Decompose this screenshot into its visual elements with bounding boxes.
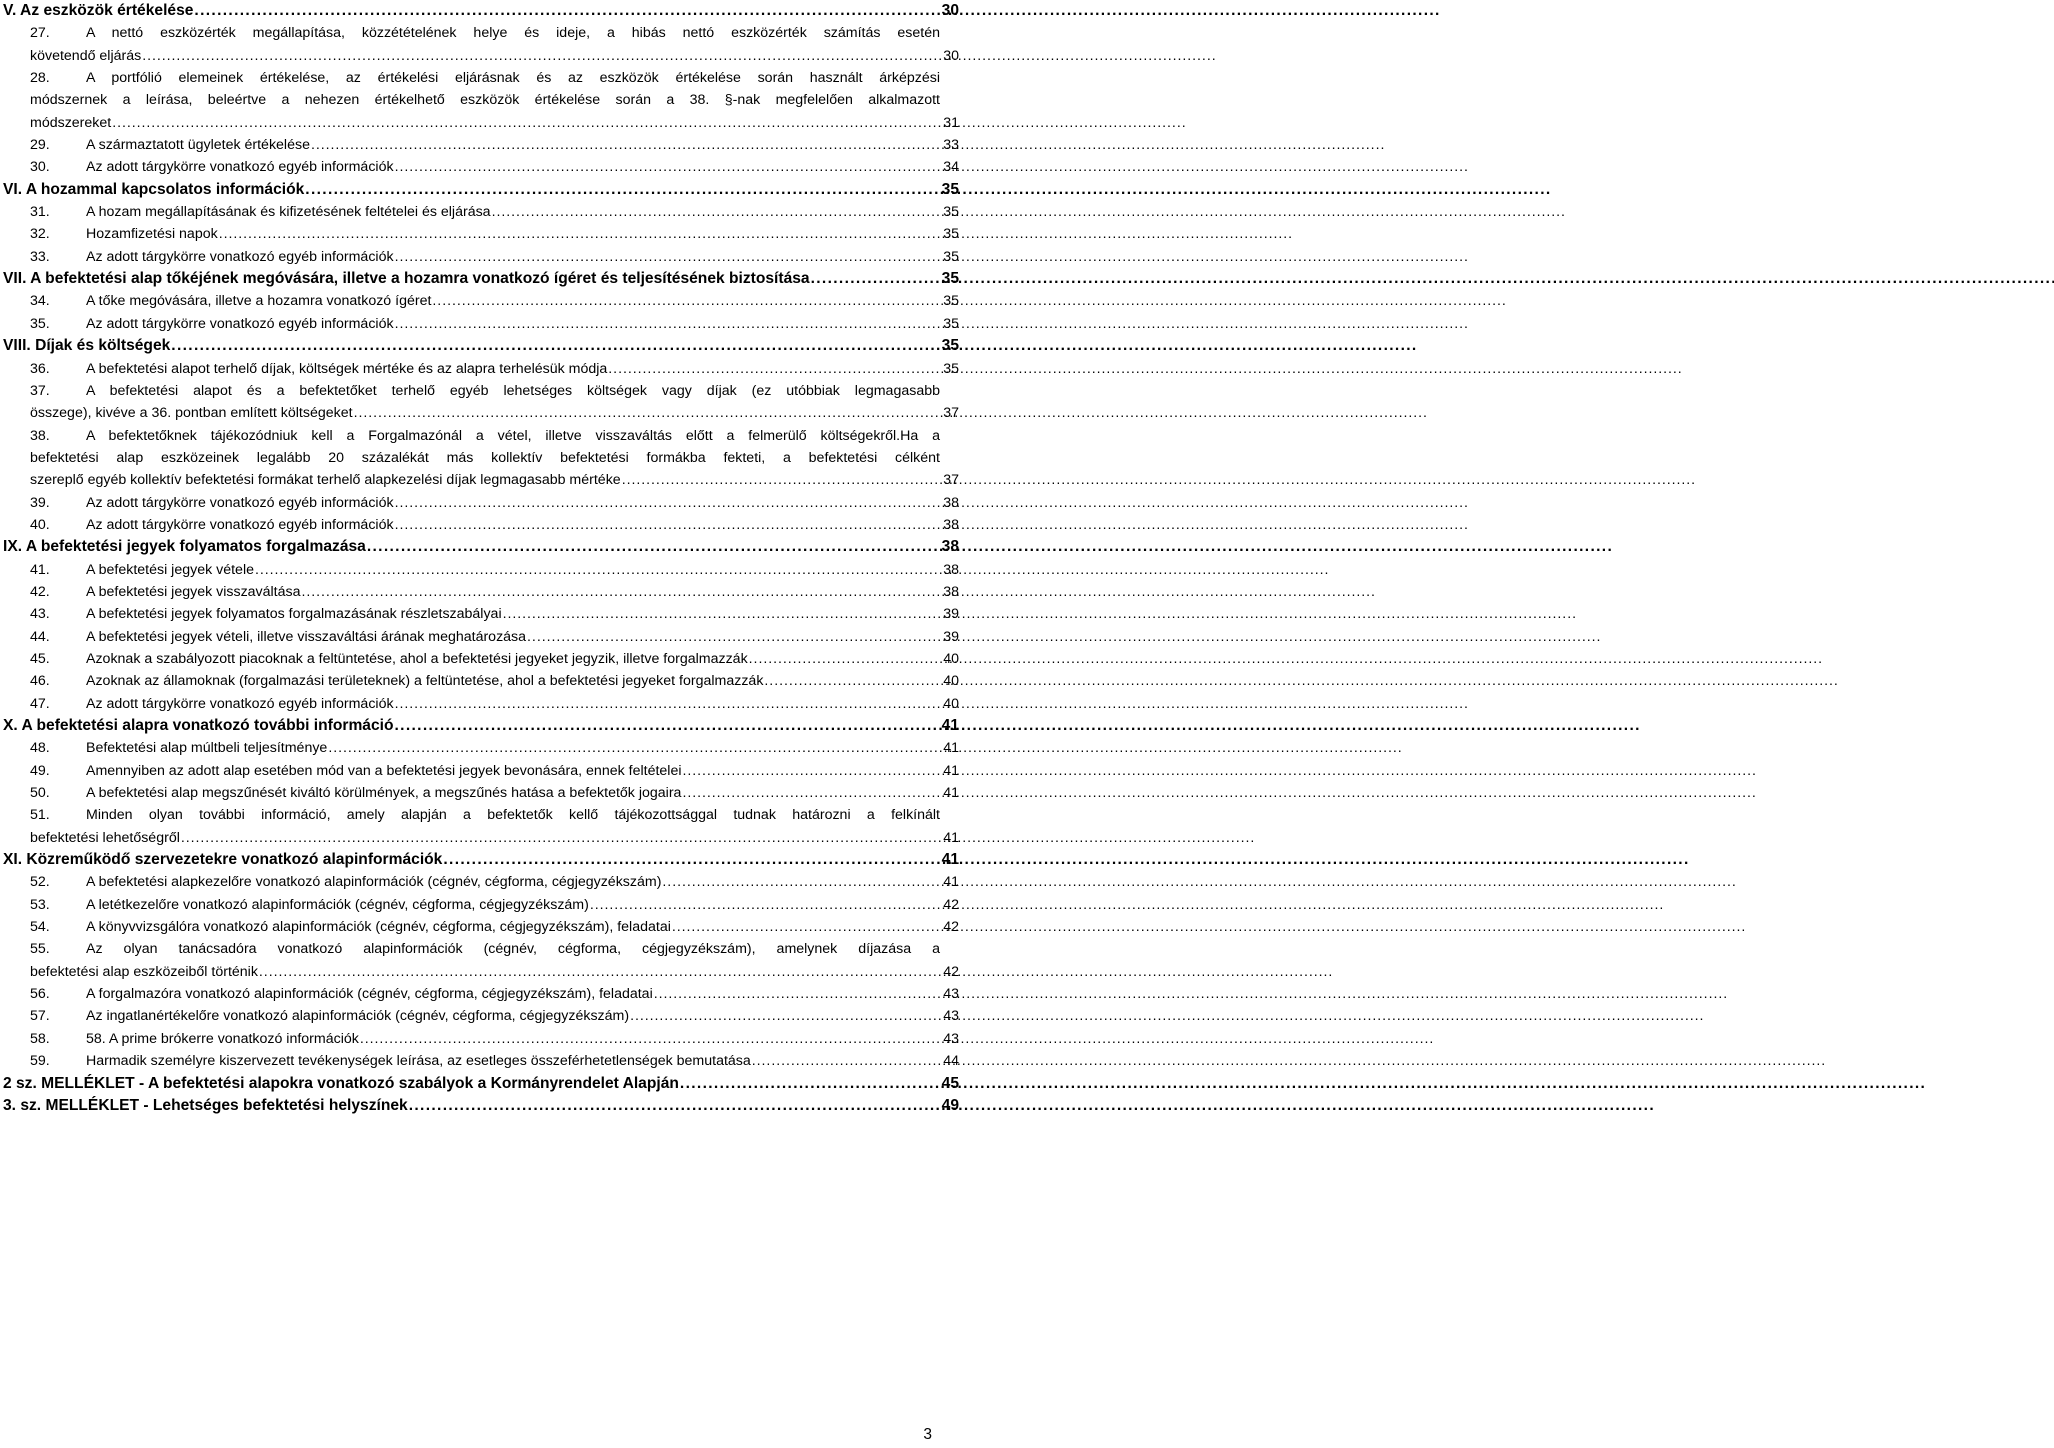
toc-section-heading[interactable] [3, 1073, 959, 1095]
toc-title: Az adott tárgykörre vonatkozó egyéb információk [86, 159, 394, 176]
toc-title-line: befektetési alap eszközeinek legalább 20 százalékát más kollektív befektetési formákba fekteti, a befektetési célként [30, 449, 940, 466]
dot-leader [302, 581, 943, 603]
toc-section-heading[interactable] [3, 536, 959, 558]
dot-leader [527, 626, 942, 648]
toc-title: A könyvvizsgálóra vonatkozó alapinformációk (cégnév, cégforma, cégjegyzékszám), feladatai [86, 919, 671, 936]
dot-leader [608, 358, 942, 380]
toc-number: 55. [30, 941, 50, 958]
toc-page: 41 [941, 851, 959, 869]
toc-number: 54. [30, 919, 50, 936]
dot-leader [672, 916, 942, 938]
toc-page: 43 [943, 986, 959, 1003]
dot-leader [503, 603, 943, 625]
toc-page: 35 [941, 180, 959, 198]
toc-page: 49 [941, 1096, 959, 1114]
dot-leader [395, 514, 943, 536]
toc-title: Befektetési alap múltbeli teljesítménye [86, 740, 328, 757]
dot-leader [409, 1095, 941, 1117]
toc-title-line: Az olyan tanácsadóra vonatkozó alapinformációk (cégnév, cégforma, cégjegyzékszám), amelynek díjazása a [86, 941, 940, 958]
dot-leader [181, 827, 942, 849]
toc-page: 40 [943, 673, 959, 690]
toc-title: Az adott tárgykörre vonatkozó egyéb információk [86, 516, 394, 533]
toc-page: 43 [943, 1008, 959, 1025]
toc-entry[interactable] [3, 67, 959, 134]
toc-entry[interactable] [3, 313, 959, 335]
toc-number: 52. [30, 874, 50, 891]
toc-number: 44. [30, 628, 50, 645]
toc-page: 38 [943, 494, 959, 511]
dot-leader [194, 0, 940, 22]
table-of-contents [3, 0, 959, 1117]
toc-page: 35 [941, 337, 959, 355]
dot-leader [395, 313, 943, 335]
toc-page: 34 [943, 159, 959, 176]
toc-title: A letétkezelőre vonatkozó alapinformációk (cégnév, cégforma, cégjegyzékszám) [86, 896, 589, 913]
dot-leader [354, 402, 943, 424]
toc-number: 50. [30, 785, 50, 802]
dot-leader [311, 134, 942, 156]
dot-leader [811, 268, 941, 290]
toc-page: 44 [943, 1053, 959, 1070]
toc-page: 40 [943, 650, 959, 667]
toc-entry[interactable] [3, 201, 959, 223]
toc-entry[interactable] [3, 492, 959, 514]
toc-page: 37 [943, 472, 959, 489]
toc-title: X. A befektetési alapra vonatkozó további információ [3, 717, 394, 734]
toc-entry[interactable] [3, 1028, 959, 1050]
toc-number: 53. [30, 896, 50, 913]
toc-number: 30. [30, 159, 50, 176]
dot-leader [492, 201, 943, 223]
toc-title: 2 sz. MELLÉKLET - A befektetési alapokra vonatkozó szabályok a Kormányrendelet Alapján [3, 1074, 679, 1092]
toc-entry[interactable] [3, 916, 959, 938]
toc-page: 33 [943, 137, 959, 154]
toc-entry[interactable] [3, 894, 959, 916]
dot-leader [255, 559, 942, 581]
toc-title: A befektetési jegyek visszaváltása [86, 583, 301, 600]
toc-title: Amennyiben az adott alap esetében mód van a befektetési jegyek bevonására, ennek feltételei [86, 762, 682, 779]
toc-number: 38. [30, 427, 50, 444]
toc-page: 35 [943, 315, 959, 332]
toc-entry[interactable] [3, 380, 959, 425]
toc-title: Az adott tárgykörre vonatkozó egyéb információk [86, 248, 394, 265]
toc-title: VII. A befektetési alap tőkéjének megóvására, illetve a hozamra vonatkozó ígéret és teljesítésének biztosítása [3, 270, 810, 288]
toc-number: 46. [30, 673, 50, 690]
dot-leader [142, 45, 942, 67]
dot-leader [395, 156, 943, 178]
toc-number: 31. [30, 204, 50, 221]
toc-title-line: módszereket [30, 114, 112, 131]
dot-leader [630, 1005, 942, 1027]
toc-title: Azoknak a szabályozott piacoknak a feltüntetése, ahol a befektetési jegyeket jegyzik, illetve forgalmazzák [86, 650, 748, 667]
toc-number: 58. [30, 1030, 50, 1047]
toc-title: Azoknak az államoknak (forgalmazási területeknek) a feltüntetése, ahol a befektetési jegyeket forgalmazzák [86, 673, 764, 690]
toc-number: 41. [30, 561, 50, 578]
dot-leader [752, 1050, 942, 1072]
toc-entry[interactable] [3, 804, 959, 849]
toc-section-heading[interactable] [3, 0, 959, 22]
toc-page: 43 [943, 1030, 959, 1047]
toc-page: 35 [943, 360, 959, 377]
toc-section-heading[interactable] [3, 715, 959, 737]
toc-title-line: Minden olyan további információ, amely alapján a befektetők kellő tájékozottsággal tudnak határozni a felkínált [86, 807, 940, 824]
toc-number: 28. [30, 70, 50, 87]
toc-title: 3. sz. MELLÉKLET - Lehetséges befektetési helyszínek [3, 1096, 408, 1114]
toc-title: A származtatott ügyletek értékelése [86, 137, 310, 154]
dot-leader [367, 536, 941, 558]
toc-title: Az adott tárgykörre vonatkozó egyéb információk [86, 695, 394, 712]
toc-title: VIII. Díjak és költségek [3, 337, 171, 355]
toc-section-heading[interactable] [3, 335, 959, 357]
toc-number: 48. [30, 740, 50, 757]
toc-title-line: A nettó eszközérték megállapítása, közzétételének helye és ideje, a hibás nettó eszközérték számítás esetén [86, 25, 940, 42]
toc-number: 43. [30, 606, 50, 623]
toc-title: A befektetési jegyek vételi, illetve visszaváltási árának meghatározása [86, 628, 527, 645]
toc-number: 59. [30, 1053, 50, 1070]
toc-entry[interactable] [3, 22, 959, 67]
toc-entry[interactable] [3, 290, 959, 312]
toc-entry[interactable] [3, 983, 959, 1005]
toc-entry[interactable] [3, 156, 959, 178]
toc-title: Az adott tárgykörre vonatkozó egyéb információk [86, 494, 394, 511]
dot-leader [395, 693, 943, 715]
dot-leader [305, 179, 940, 201]
toc-number: 45. [30, 650, 50, 667]
toc-page: 38 [943, 561, 959, 578]
toc-number: 42. [30, 583, 50, 600]
dot-leader [171, 335, 940, 357]
toc-number: 27. [30, 25, 50, 42]
toc-page: 42 [943, 919, 959, 936]
toc-entry[interactable] [3, 670, 959, 692]
toc-page: 42 [943, 963, 959, 980]
toc-page: 38 [941, 538, 959, 556]
toc-page: 42 [943, 896, 959, 913]
dot-leader [360, 1028, 942, 1050]
dot-leader [654, 983, 942, 1005]
toc-number: 47. [30, 695, 50, 712]
dot-leader [682, 782, 942, 804]
toc-title-line: befektetési lehetőségről [30, 829, 180, 846]
toc-page: 39 [943, 606, 959, 623]
dot-leader [328, 737, 942, 759]
toc-number: 39. [30, 494, 50, 511]
toc-entry[interactable] [3, 603, 959, 625]
dot-leader [622, 469, 943, 491]
toc-title-line: A befektetőknek tájékozódniuk kell a Forgalmazónál a vétel, illetve visszaváltás előtt a felmerülő költségekről.Ha a [86, 427, 940, 444]
toc-entry[interactable] [3, 1050, 959, 1072]
toc-number: 35. [30, 315, 50, 332]
toc-title-line: követendő eljárás [30, 47, 142, 64]
toc-number: 49. [30, 762, 50, 779]
toc-entry[interactable] [3, 223, 959, 245]
toc-page: 31 [943, 114, 959, 131]
toc-entry[interactable] [3, 737, 959, 759]
dot-leader [259, 961, 942, 983]
toc-title: A befektetési jegyek folyamatos forgalmazásának részletszabályai [86, 606, 502, 623]
toc-title-line: A befektetési alapot és a befektetőket terhelő egyéb lehetséges költségek vagy díjak (ez utóbbiak legmagasabb [86, 382, 940, 399]
toc-entry[interactable] [3, 760, 959, 782]
toc-page: 37 [943, 405, 959, 422]
toc-title: V. Az eszközök értékelése [3, 2, 194, 19]
toc-title: Harmadik személyre kiszervezett tevékenységek leírása, az esetleges összeférhetetlenségek bemutatása [86, 1053, 751, 1070]
toc-entry[interactable] [3, 246, 959, 268]
toc-title-line: módszernek a leírása, beleértve a nehezen értékelhető eszközök értékelése során a 38. §-nak megfelelően alkalmazott [30, 92, 940, 109]
toc-title-line: A portfólió elemeinek értékelése, az értékelési eljárásnak és az eszközök értékelése során használt árképzési [86, 70, 940, 87]
toc-title: A forgalmazóra vonatkozó alapinformációk (cégnév, cégforma, cégjegyzékszám), feladatai [86, 986, 653, 1003]
dot-leader [395, 246, 943, 268]
toc-number: 51. [30, 807, 50, 824]
toc-page: 41 [943, 762, 959, 779]
toc-page: 35 [943, 204, 959, 221]
toc-page: 35 [943, 248, 959, 265]
toc-title: A befektetési alapkezelőre vonatkozó alapinformációk (cégnév, cégforma, cégjegyzékszám) [86, 874, 662, 891]
toc-title-line: befektetési alap eszközeiből történik [30, 963, 258, 980]
toc-title: A befektetési jegyek vétele [86, 561, 254, 578]
page-number: 3 [923, 1426, 932, 1443]
toc-title: Az adott tárgykörre vonatkozó egyéb információk [86, 315, 394, 332]
dot-leader [683, 760, 943, 782]
dot-leader [749, 648, 943, 670]
toc-page: 35 [941, 270, 959, 288]
toc-title: A befektetési alap megszűnését kiváltó körülmények, a megszűnés hatása a befektetők jogaira [86, 785, 682, 802]
toc-page: 35 [943, 293, 959, 310]
toc-title: IX. A befektetési jegyek folyamatos forgalmazása [3, 538, 366, 556]
dot-leader [443, 849, 940, 871]
toc-entry[interactable] [3, 559, 959, 581]
dot-leader [590, 894, 942, 916]
toc-title: Hozamfizetési napok [86, 226, 218, 243]
toc-entry[interactable] [3, 425, 959, 492]
toc-section-heading[interactable] [3, 849, 959, 871]
toc-section-heading[interactable] [3, 179, 959, 201]
toc-number: 34. [30, 293, 50, 310]
toc-page: 30 [943, 47, 959, 64]
dot-leader [112, 112, 942, 134]
toc-entry[interactable] [3, 693, 959, 715]
toc-page: 40 [943, 695, 959, 712]
dot-leader [432, 290, 942, 312]
dot-leader [395, 715, 941, 737]
toc-page: 30 [941, 2, 959, 19]
toc-page: 45 [941, 1074, 959, 1092]
toc-page: 39 [943, 628, 959, 645]
toc-title: Az ingatlanértékelőre vonatkozó alapinformációk (cégnév, cégforma, cégjegyzékszám) [86, 1008, 630, 1025]
toc-number: 32. [30, 226, 50, 243]
dot-leader [662, 871, 942, 893]
toc-title-line: szereplő egyéb kollektív befektetési formákat terhelő alapkezelési díjak legmagasabb mértéke [30, 472, 621, 489]
toc-page: 41 [943, 829, 959, 846]
toc-page: 38 [943, 516, 959, 533]
dot-leader [219, 223, 943, 245]
toc-section-heading[interactable] [3, 268, 959, 290]
toc-page: 35 [943, 226, 959, 243]
toc-number: 56. [30, 986, 50, 1003]
toc-entry[interactable] [3, 626, 959, 648]
toc-entry[interactable] [3, 938, 959, 983]
toc-page: 41 [941, 717, 959, 734]
dot-leader [680, 1073, 941, 1095]
toc-title: A befektetési alapot terhelő díjak, költségek mértéke és az alapra terhelésük módja [86, 360, 608, 377]
toc-title-line: összege), kivéve a 36. pontban említett költségeket [30, 405, 353, 422]
toc-entry[interactable] [3, 871, 959, 893]
toc-page: 38 [943, 583, 959, 600]
toc-number: 29. [30, 137, 50, 154]
toc-title: A hozam megállapításának és kifizetésének feltételei és eljárása [86, 204, 491, 221]
toc-entry[interactable] [3, 134, 959, 156]
toc-entry[interactable] [3, 648, 959, 670]
toc-entry[interactable] [3, 581, 959, 603]
dot-leader [395, 492, 943, 514]
toc-entry[interactable] [3, 1005, 959, 1027]
toc-title: A tőke megóvására, illetve a hozamra vonatkozó ígéret [86, 293, 432, 310]
toc-entry[interactable] [3, 782, 959, 804]
toc-number: 33. [30, 248, 50, 265]
toc-page: 41 [943, 874, 959, 891]
toc-entry[interactable] [3, 358, 959, 380]
toc-title: VI. A hozammal kapcsolatos információk [3, 180, 305, 198]
toc-section-heading[interactable] [3, 1095, 959, 1117]
toc-title: XI. Közreműködő szervezetekre vonatkozó alapinformációk [3, 851, 443, 869]
toc-entry[interactable] [3, 514, 959, 536]
toc-title: 58. A prime brókerre vonatkozó információk [86, 1030, 359, 1047]
toc-number: 57. [30, 1008, 50, 1025]
toc-number: 40. [30, 516, 50, 533]
toc-page: 41 [943, 740, 959, 757]
toc-page: 41 [943, 785, 959, 802]
dot-leader [764, 670, 942, 692]
toc-number: 36. [30, 360, 50, 377]
toc-number: 37. [30, 382, 50, 399]
